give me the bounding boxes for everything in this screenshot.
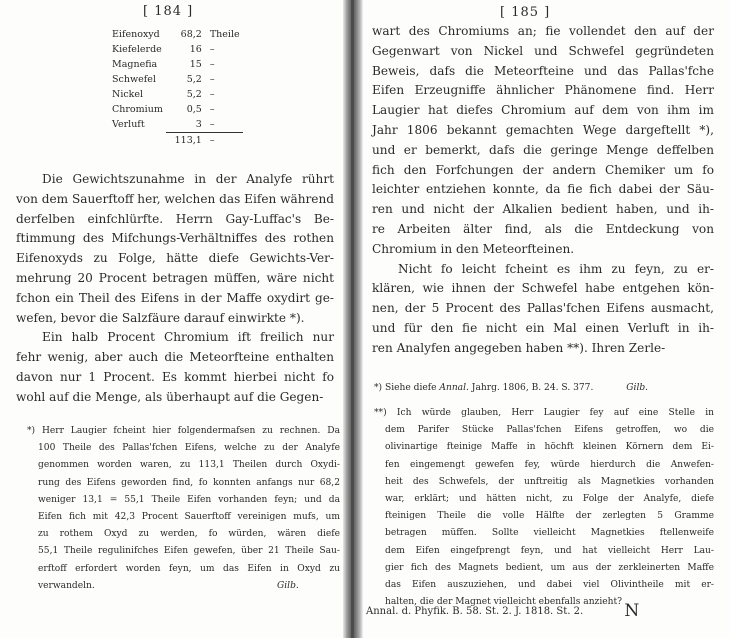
page-footer [366, 601, 639, 621]
footer-citation: Annal. d. Phyfik. B. 58. St. 2. J. 1818. St. 2. [366, 606, 584, 617]
cell-unit: – [209, 104, 215, 115]
footnote-line [374, 380, 714, 397]
text-line: ftimmung des Mifchungs-Verhältniffes des rothen [16, 231, 334, 246]
cell-unit: – [209, 59, 215, 70]
text-line: davon nur 1 Procent. Es kommt hierbei nicht fo [16, 369, 334, 384]
binding-shadow [351, 0, 354, 638]
footnote-line: dem Eifen eingefprengt feyn, und hat vielleicht Herr Lau- [385, 545, 714, 556]
footnote-line: **) Ich würde glauben, Herr Laugier fey auf eine Stelle in [374, 408, 714, 418]
footnote-line: zu rothem Oxyd zu werden, fo würden, wären diefe [38, 529, 340, 540]
composition-table [112, 27, 243, 148]
footnote-line: war, erklärt; und hätten nicht, zu Folge der Analyfe, diefe [385, 494, 714, 505]
footnote-line: fen eingemengt gewefen fey, würde hierdurch die Anwefen- [385, 459, 714, 470]
footnote-line: dem Parifer Stücke Pallas'fchen Eifens getroffen, wo die [385, 425, 714, 436]
left-page [0, 0, 345, 638]
footnote-line: gier fich des Magnets bedient, um aus der zerkleinerten Maffe [385, 562, 714, 573]
text-line: fich den Forfchungen der andern Chemiker um fo [372, 162, 714, 177]
text-line: klären, wie ihnen der Schwefel habe entgehen kön- [372, 281, 714, 296]
cell-value: 5,2 [186, 74, 202, 85]
cell-substance: Chromium [112, 104, 163, 115]
cell-substance: Kiefelerde [112, 44, 162, 55]
text-line: re Arbeiten älter find, als die Entdeckung von [372, 221, 714, 236]
text-line: Gegenwart von Nickel und Schwefel gegründeten [372, 43, 714, 58]
table-row [112, 27, 243, 42]
footnote-line: rung des Eifens geworden find, fo konnten anfangs nur 68,2 [38, 477, 340, 488]
text-line: und für den fie nicht ein Mal einen Verluft in ih- [372, 320, 714, 335]
footnote-line: 100 Theile des Pallas'fchen Eifens, welche zu der Analyfe [38, 443, 340, 454]
cell-unit: – [210, 117, 243, 133]
table-row [112, 72, 243, 87]
footnote-line: heit des Schwefels, der unftreitig als Magnetkies vorhanden [385, 476, 714, 487]
cell-substance: Eifenoxyd [112, 29, 160, 40]
footnote-line: weniger 13,1 = 55,1 Theile Eifen vorhanden feyn; und da [38, 494, 340, 505]
text-line: Ein halb Procent Chromium ift freilich nur [42, 330, 334, 345]
editor-signature: Gilb. [277, 580, 299, 591]
main-text [16, 170, 334, 408]
table-row [112, 87, 243, 102]
total-value: 113,1 [174, 135, 202, 146]
text-line: Eifen Erzeugniffe ähnlicher Phänomene find. Herr [372, 83, 714, 98]
text-line: nen, der 5 Procent des Pallas'fchen Eifens ausmacht, [372, 301, 714, 316]
table-row [112, 42, 243, 57]
footnote-reference [374, 380, 714, 397]
table-row [112, 57, 243, 72]
footnote-line: genommen worden waren, zu 113,1 Theilen durch Oxydi- [38, 460, 340, 471]
cell-value: 0,5 [186, 104, 202, 115]
text-line: mehrung 20 Procent betragen müffen, wäre nicht [16, 270, 334, 285]
footnote-line: fteinigen Theile die volle Hälfte der zerlegten 5 Gramme [385, 511, 714, 522]
text-line: Beweis, dafs die Meteorfteine und das Pallas'fche [372, 63, 714, 78]
cell-empty [112, 133, 166, 149]
footnote-line: das Eifen auszuziehen, und dabei viel Olivintheile mit er- [385, 580, 714, 591]
text-line: Eifenoxyds zu Folge, hätte diefe Gewichts-Ver- [16, 251, 334, 266]
footnote-line: halten, die der Magnet vielleicht ebenfalls anzieht? [385, 597, 623, 608]
cell-value: 16 [189, 44, 202, 55]
text-line: Nicht fo leicht fcheint es ihm zu feyn, zu er- [398, 261, 714, 276]
cell-value: 5,2 [186, 89, 202, 100]
signature-mark: N [624, 601, 640, 621]
text-line: fehr wenig, aber auch die Meteorfteine enthalten [16, 350, 334, 365]
text-line: Laugier hat diefes Chromium auf dem von ihm im [372, 103, 714, 118]
right-page [362, 0, 730, 638]
main-text [372, 22, 714, 359]
cell-unit: – [209, 44, 215, 55]
text-line: Die Gewichtszunahme in der Analyfe rührt [42, 172, 334, 186]
table-row [112, 102, 243, 117]
cell-substance: Magnefia [112, 59, 158, 70]
text-line: wefen, bevor die Salzfäure darauf einwirkte *). [16, 310, 305, 325]
footnote-text: *) Siehe diefe [374, 383, 440, 393]
footnote-line: Eifen fich mit 42,3 Procent Sauerftoff vereinigen mufs, um [38, 512, 340, 523]
text-line: ren Analyfen angegeben haben **). Ihren Zerle- [372, 340, 666, 355]
text-line: von dem Sauerftoff her, welchen das Eifen während [16, 191, 334, 206]
text-line: wohl auf die Menge, als überhaupt auf die Gegen- [16, 389, 324, 404]
total-row [112, 133, 243, 149]
cell-substance: Verluft [112, 119, 145, 131]
footnote [374, 405, 714, 611]
text-line: Chromium in den Meteorfteinen. [372, 241, 575, 256]
footnote-text: Jahrg. 1806, B. 24. S. 377. [468, 383, 594, 393]
footnote-line: betragen müffen. Sollte vielleicht Magnetkies ftellenweife [385, 528, 714, 539]
footnote-line: *) Herr Laugier fcheint hier folgendermafsen zu rechnen. Da [27, 426, 340, 436]
table-row [112, 117, 243, 133]
footnote-line: 55,1 Theile regulinifches Eifen gewefen, über 21 Theile Sau- [38, 546, 340, 557]
text-line: leichter entziehen konnte, da fie fich dabei der Säu- [372, 182, 714, 197]
cell-value: 15 [189, 59, 202, 70]
total-unit: – [209, 135, 215, 146]
cell-value: 3 [166, 117, 210, 133]
text-line: wart des Chromiums an; fie vollendet den auf der [372, 24, 714, 38]
cell-unit: – [209, 89, 215, 100]
cell-unit: Theile [209, 29, 240, 40]
footnote-line: verwandeln. [38, 580, 95, 591]
cell-unit: – [209, 74, 215, 85]
cell-substance: Schwefel [112, 74, 156, 85]
cell-value: 68,2 [180, 29, 202, 40]
cell-substance: Nickel [112, 89, 144, 100]
editor-signature: Gilb. [626, 383, 649, 393]
footnote [27, 423, 340, 595]
page-number: [ 185 ] [500, 5, 551, 20]
text-line: fchon ein Theil des Eifens in der Maffe oxydirt ge- [16, 290, 334, 305]
page-number: [ 184 ] [143, 4, 194, 19]
text-line: Jahr 1806 bekannt gemachten Wege dargeftellt *), [372, 122, 714, 137]
text-line: und er bemerkt, dafs die geringe Menge deffelben [372, 142, 714, 157]
text-line: ren und nicht der Alkalien bedient haben, und ih- [372, 202, 714, 217]
footnote-line: erftoff erfordert worden feyn, um das Eifen in Oxyd zu [38, 563, 340, 574]
text-line: derfelben einfchlürfte. Herrn Gay-Luffac's Be- [16, 211, 334, 226]
journal-name: Annal. [439, 383, 469, 393]
footnote-line: olivinartige fteinige Maffe in höchft kleinen Körnern dem Ei- [385, 442, 714, 453]
